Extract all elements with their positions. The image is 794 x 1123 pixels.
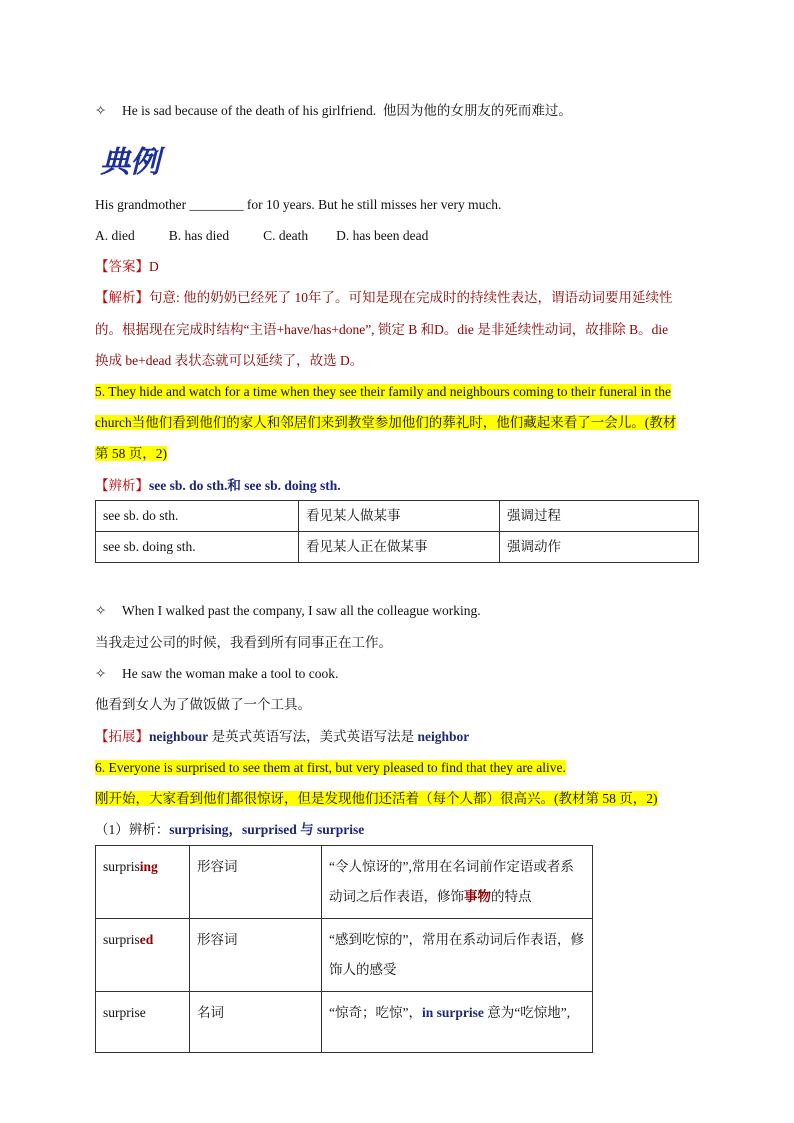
dianli-logo-text: 典例	[100, 145, 160, 180]
table-row: surprised 形容词 “感到吃惊的”，常用在系动词后作表语，修 饰人的感受	[96, 919, 593, 992]
surprise-usage-table	[95, 845, 593, 1053]
example-3-chinese: 他看到女人为了做饭做了一个工具。	[95, 697, 311, 712]
see-usage-table	[95, 500, 699, 563]
example-sentence-3: ✧ He saw the woman make a tool to cook.	[95, 664, 338, 684]
answer-line	[95, 257, 159, 277]
example-1-english: He is sad because of the death of his girlfriend.	[122, 103, 377, 118]
item5-line-3: 第 58 页，2)	[95, 446, 167, 461]
bianxi-label: 【辨析】	[95, 478, 149, 493]
item6-line-1: 6. Everyone is surprised to see them at first, but very pleased to find that they are alive.	[95, 760, 566, 775]
item6-line-2: 刚开始，大家看到他们都很惊讶，但是发现他们还活着（每个人都）很高兴。(教材第 58 页，2)	[95, 791, 658, 806]
tuozhan-line: 【拓展】neighbour 是英式英语写法，美式英语写法是 neighbor	[95, 729, 470, 744]
option-d: D. has been dead	[336, 228, 429, 243]
item5-line-2: church当他们看到他们的家人和邻居们来到教堂参加他们的葬礼时，他们藏起来看了一会儿。(教材	[95, 415, 677, 430]
answer-value: D	[149, 259, 159, 274]
answer-label: 【答案】	[95, 259, 149, 274]
option-a: A. died	[95, 228, 135, 243]
option-c: C. death	[263, 228, 309, 243]
table-row: surprise 名词 “惊奇；吃惊”，in surprise 意为“吃惊地”,	[96, 992, 593, 1053]
example-1-chinese: 他因为他的女朋友的死而难过。	[382, 103, 572, 118]
question-options	[95, 226, 428, 246]
example-sentence-1	[95, 101, 572, 121]
example-sentence-2: ✧ When I walked past the company, I saw all the colleague working.	[95, 601, 481, 621]
bianxi-text: see sb. do sth.和 see sb. doing sth.	[149, 478, 341, 493]
diamond-bullet-icon: ✧	[95, 666, 107, 681]
table-row: see sb. doing sth. 看见某人正在做某事 强调动作	[96, 532, 699, 563]
item6-sub-heading: （1）辨析：surprising，surprised 与 surprise	[95, 822, 365, 837]
analysis-label: 【解析】	[95, 290, 149, 305]
analysis-line-1: 【解析】句意: 他的奶奶已经死了 10年了。可知是现在完成时的持续性表达，谓语动词要用延续性	[95, 290, 673, 305]
option-b: B. has died	[168, 228, 230, 243]
diamond-bullet-icon: ✧	[95, 603, 107, 618]
table-row: surprising 形容词 “令人惊讶的”,常用在名词前作定语或者系 动词之后作表语，修饰事物的特点	[96, 846, 593, 919]
diamond-bullet-icon: ✧	[95, 103, 107, 118]
question-stem: His grandmother ________ for 10 years. But he still misses her very much.	[95, 197, 502, 212]
bianxi-line	[95, 476, 341, 496]
table-row: see sb. do sth. 看见某人做某事 强调过程	[96, 501, 699, 532]
item5-line-1: 5. They hide and watch for a time when they see their family and neighbours coming to their funeral in the	[95, 384, 671, 399]
example-2-chinese: 当我走过公司的时候，我看到所有同事正在工作。	[95, 635, 392, 650]
analysis-line-2: 的。根据现在完成时结构“主语+have/has+done”, 锁定 B 和D。die 是非延续性动词，故排除 B。die	[95, 322, 669, 337]
analysis-line-3: 换成 be+dead 表状态就可以延续了，故选 D。	[95, 353, 364, 368]
tuozhan-label: 【拓展】	[95, 729, 149, 744]
dianli-logo-icon	[98, 140, 172, 180]
